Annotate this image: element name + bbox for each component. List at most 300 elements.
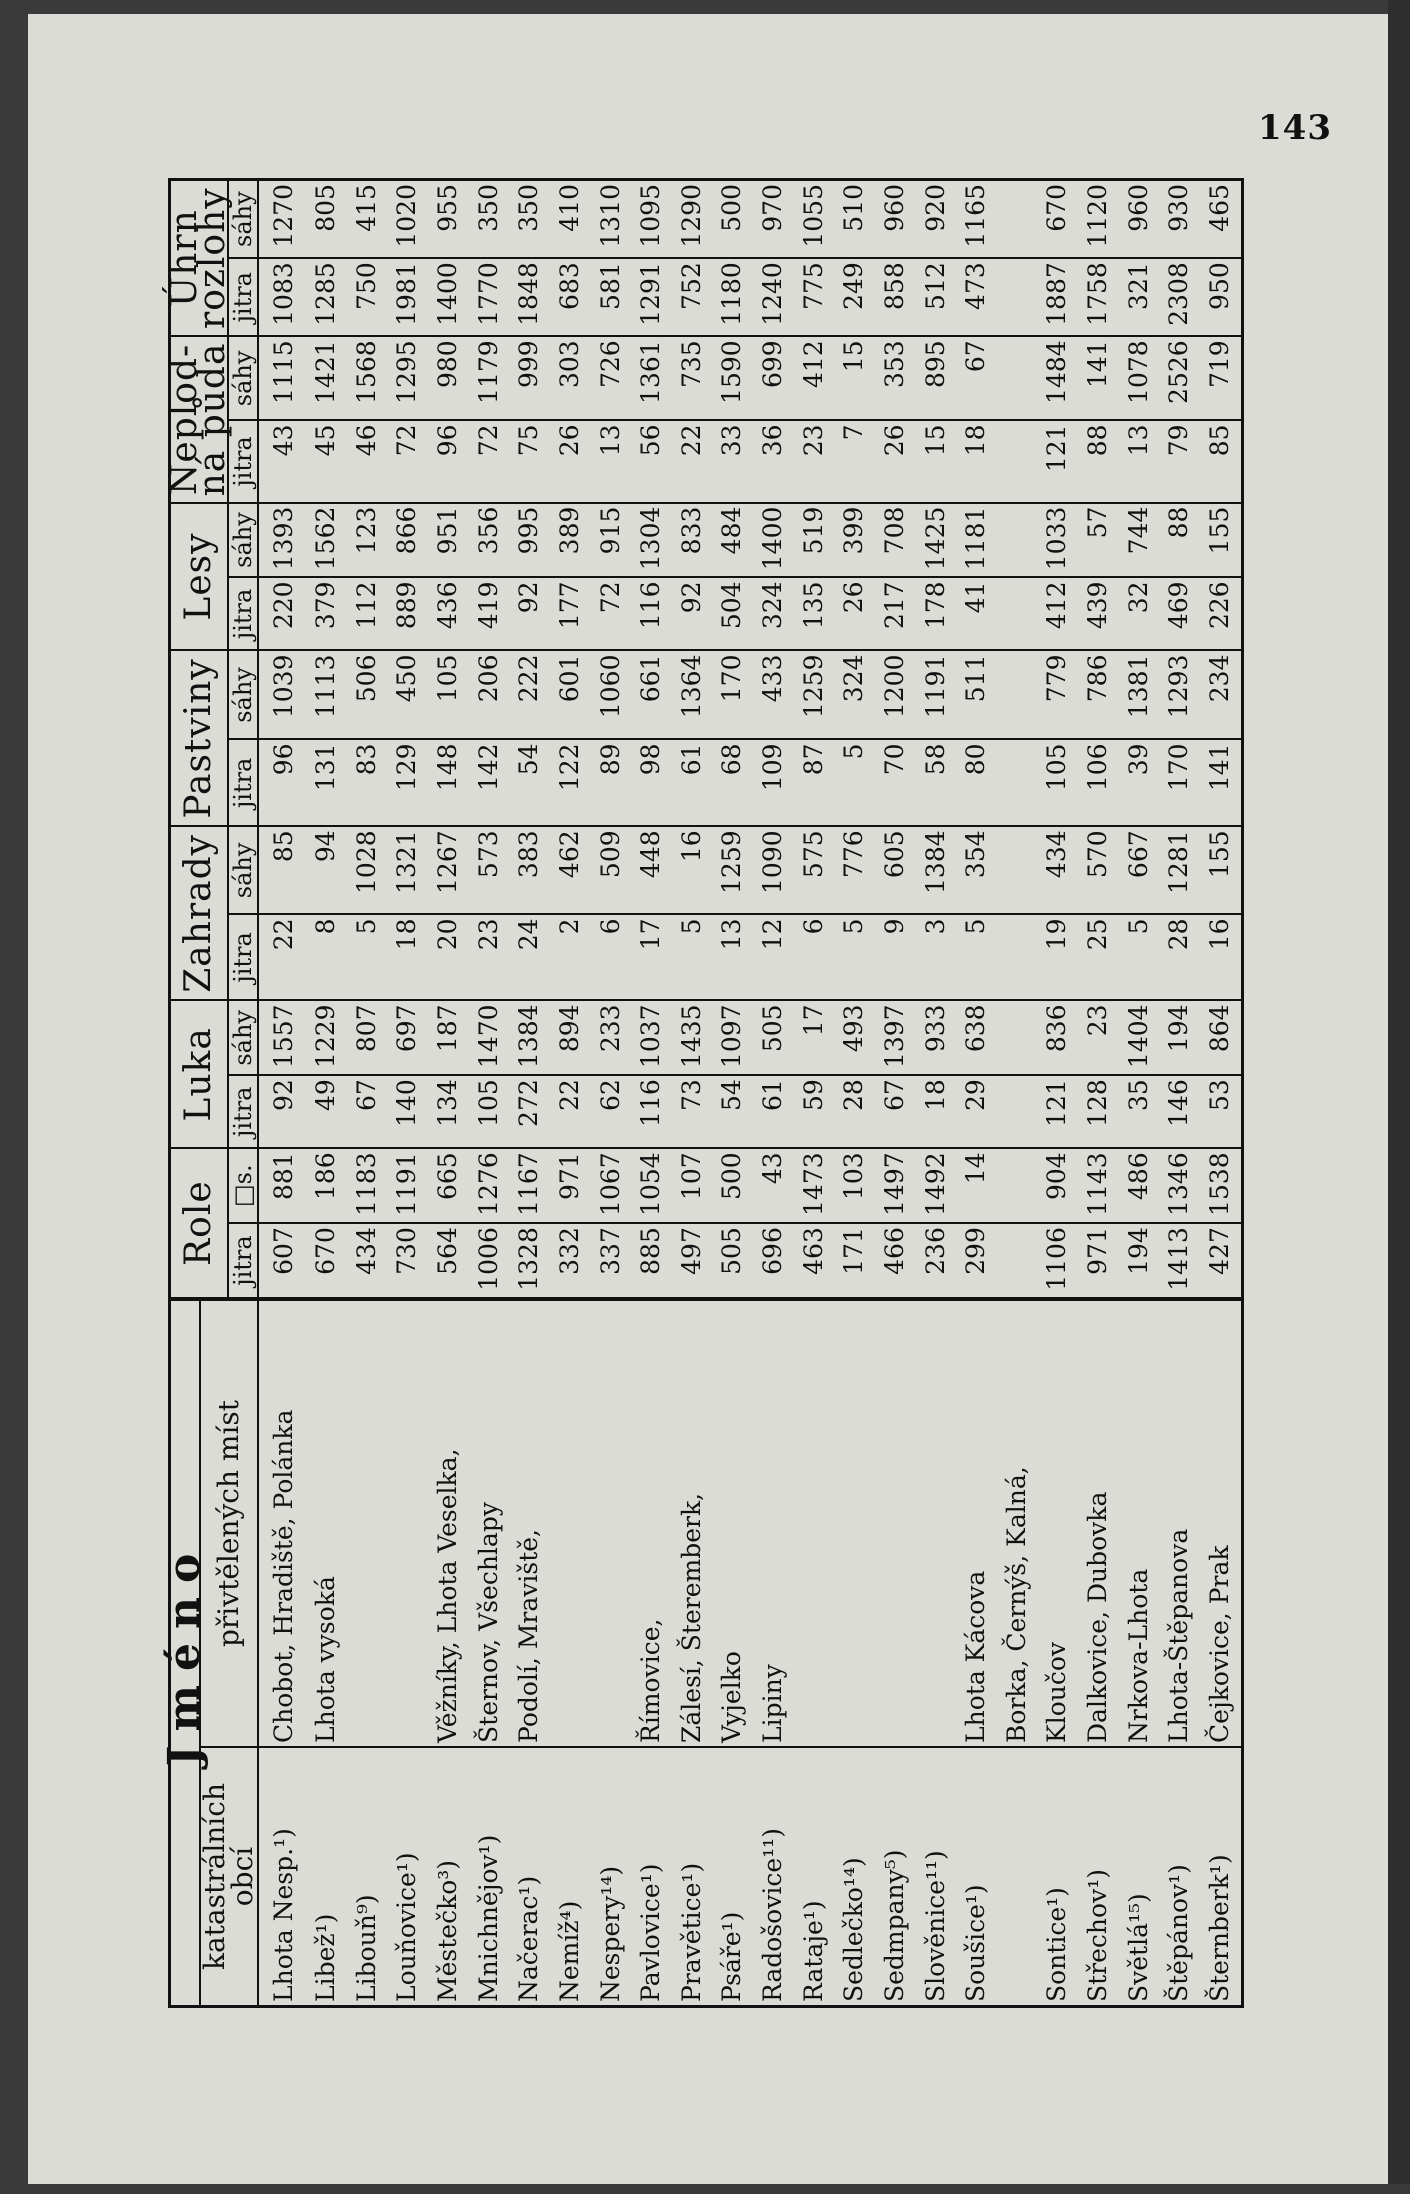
cell-value: 1590 xyxy=(712,336,753,420)
cell-value: 116 xyxy=(631,1075,672,1148)
cell-value: 1497 xyxy=(875,1148,916,1223)
table-row xyxy=(631,180,672,2007)
header-group-neplodna: Neplod-ná půda xyxy=(170,336,229,502)
table-row xyxy=(793,180,834,2007)
cell-value xyxy=(997,651,1038,740)
cell-value xyxy=(997,1223,1038,1299)
cell-value: 194 xyxy=(1118,1223,1159,1299)
cell-value: 7 xyxy=(834,420,875,502)
cell-value: 1400 xyxy=(428,258,469,336)
cell-value: 142 xyxy=(468,739,509,826)
cell-value: 427 xyxy=(1200,1223,1243,1299)
cell-value: 356 xyxy=(468,503,509,578)
cell-value: 194 xyxy=(1159,1000,1200,1075)
cell-value: 807 xyxy=(347,1000,388,1075)
cell-privtelena-mista xyxy=(875,1299,916,1747)
header-group-lesy: Lesy xyxy=(170,503,229,651)
scan-border-left xyxy=(0,0,28,2194)
cell-value: 1384 xyxy=(915,826,956,914)
cell-value: 1115 xyxy=(258,336,306,420)
cell-value: 36 xyxy=(753,420,794,502)
table-row xyxy=(468,180,509,2007)
cell-value: 96 xyxy=(428,420,469,502)
table-row xyxy=(997,180,1038,2007)
cell-value: 13 xyxy=(590,420,631,502)
cell-value: 1165 xyxy=(956,180,997,259)
cell-value: 1361 xyxy=(631,336,672,420)
header-group-uhrn: Úhrn rozlohy xyxy=(170,180,229,337)
cell-katastralni-obec: Nemíž⁴) xyxy=(550,1747,591,2007)
cell-value: 187 xyxy=(428,1000,469,1075)
cell-value: 68 xyxy=(712,739,753,826)
cell-value: 512 xyxy=(915,258,956,336)
sub-lesy-sahy: sáhy xyxy=(228,503,258,578)
cell-value: 170 xyxy=(712,651,753,740)
cell-value: 1083 xyxy=(258,258,306,336)
cell-value: 1304 xyxy=(631,503,672,578)
cell-value: 5 xyxy=(672,914,713,1000)
cell-value xyxy=(997,577,1038,650)
cell-katastralni-obec: Sedlečko¹⁴) xyxy=(834,1747,875,2007)
cell-value: 1758 xyxy=(1078,258,1119,336)
cell-value: 752 xyxy=(672,258,713,336)
cell-value: 493 xyxy=(834,1000,875,1075)
cell-value: 1421 xyxy=(306,336,347,420)
scan-border-right xyxy=(1388,0,1410,2194)
cell-value: 12 xyxy=(753,914,794,1000)
cell-value: 5 xyxy=(1118,914,1159,1000)
cell-value: 32 xyxy=(1118,577,1159,650)
cell-value: 217 xyxy=(875,577,916,650)
cell-value: 15 xyxy=(834,336,875,420)
cell-value: 53 xyxy=(1200,1075,1243,1148)
cell-value: 206 xyxy=(468,651,509,740)
cell-value: 864 xyxy=(1200,1000,1243,1075)
cell-value: 5 xyxy=(834,739,875,826)
cell-value: 1183 xyxy=(347,1148,388,1223)
cell-privtelena-mista: Chobot, Hradiště, Polánka xyxy=(258,1299,306,1747)
cell-value: 980 xyxy=(428,336,469,420)
cell-value: 833 xyxy=(672,503,713,578)
cell-value: 670 xyxy=(306,1223,347,1299)
cell-value: 54 xyxy=(712,1075,753,1148)
cell-value: 70 xyxy=(875,739,916,826)
cell-value: 220 xyxy=(258,577,306,650)
cell-value: 272 xyxy=(509,1075,550,1148)
cell-value: 41 xyxy=(956,577,997,650)
cell-value: 73 xyxy=(672,1075,713,1148)
cell-value xyxy=(997,503,1038,578)
table-header xyxy=(159,180,259,2007)
cell-value: 1293 xyxy=(1159,651,1200,740)
cell-value: 25 xyxy=(1078,914,1119,1000)
cell-value: 321 xyxy=(1118,258,1159,336)
table-row xyxy=(1118,180,1159,2007)
cell-value: 895 xyxy=(915,336,956,420)
cell-privtelena-mista: Lhota Kácova xyxy=(956,1299,997,1747)
cell-katastralni-obec: Radošovice¹¹) xyxy=(753,1747,794,2007)
cell-value: 1381 xyxy=(1118,651,1159,740)
cell-value: 971 xyxy=(550,1148,591,1223)
table-row xyxy=(753,180,794,2007)
header-pritelenych-mist: přivtělených míst xyxy=(200,1299,258,1747)
cell-value: 16 xyxy=(1200,914,1243,1000)
cell-privtelena-mista: Lipiny xyxy=(753,1299,794,1747)
table-row xyxy=(1159,180,1200,2007)
cell-value: 970 xyxy=(753,180,794,259)
cell-value: 866 xyxy=(387,503,428,578)
cell-value: 155 xyxy=(1200,503,1243,578)
cell-value xyxy=(997,826,1038,914)
cell-value: 661 xyxy=(631,651,672,740)
cell-value: 106 xyxy=(1078,739,1119,826)
sub-uhrn-sahy: sáhy xyxy=(228,180,258,259)
header-group-pastviny: Pastviny xyxy=(170,651,229,827)
cell-value: 1562 xyxy=(306,503,347,578)
cell-value xyxy=(997,420,1038,502)
cell-value: 1090 xyxy=(753,826,794,914)
table-row xyxy=(1200,180,1243,2007)
cell-value: 881 xyxy=(258,1148,306,1223)
cell-katastralni-obec: Načerac¹) xyxy=(509,1747,550,2007)
cell-value xyxy=(997,1148,1038,1223)
cell-value: 1028 xyxy=(347,826,388,914)
cell-value: 1425 xyxy=(915,503,956,578)
cell-value: 995 xyxy=(509,503,550,578)
table-row xyxy=(590,180,631,2007)
cell-value: 1143 xyxy=(1078,1148,1119,1223)
cell-value: 505 xyxy=(712,1223,753,1299)
cell-value: 9 xyxy=(875,914,916,1000)
cell-value: 473 xyxy=(956,258,997,336)
cell-value: 5 xyxy=(956,914,997,1000)
cell-value: 775 xyxy=(793,258,834,336)
cell-value: 730 xyxy=(387,1223,428,1299)
cell-value: 744 xyxy=(1118,503,1159,578)
cell-privtelena-mista: Podolí, Mraviště, xyxy=(509,1299,550,1747)
cell-value: 575 xyxy=(793,826,834,914)
cell-value: 920 xyxy=(915,180,956,259)
cell-value: 121 xyxy=(1037,420,1078,502)
cell-value: 415 xyxy=(347,180,388,259)
table-row xyxy=(306,180,347,2007)
cell-value: 465 xyxy=(1200,180,1243,259)
cell-value: 75 xyxy=(509,420,550,502)
cell-value: 971 xyxy=(1078,1223,1119,1299)
cell-value: 226 xyxy=(1200,577,1243,650)
cell-value: 43 xyxy=(258,420,306,502)
cell-value: 581 xyxy=(590,258,631,336)
cell-value: 1229 xyxy=(306,1000,347,1075)
cell-value: 933 xyxy=(915,1000,956,1075)
cell-value: 776 xyxy=(834,826,875,914)
cell-value: 450 xyxy=(387,651,428,740)
cell-value: 17 xyxy=(631,914,672,1000)
cell-value: 1538 xyxy=(1200,1148,1243,1223)
cell-value: 22 xyxy=(672,420,713,502)
cell-value: 573 xyxy=(468,826,509,914)
cell-value: 412 xyxy=(793,336,834,420)
cell-value: 1484 xyxy=(1037,336,1078,420)
cell-value: 234 xyxy=(1200,651,1243,740)
cell-value: 324 xyxy=(834,651,875,740)
cell-value: 222 xyxy=(509,651,550,740)
cell-value: 412 xyxy=(1037,577,1078,650)
cell-value: 28 xyxy=(1159,914,1200,1000)
cell-value: 1281 xyxy=(1159,826,1200,914)
cell-value: 894 xyxy=(550,1000,591,1075)
cell-value: 67 xyxy=(347,1075,388,1148)
cell-value: 1259 xyxy=(793,651,834,740)
cell-value: 332 xyxy=(550,1223,591,1299)
cell-value: 1321 xyxy=(387,826,428,914)
cell-value: 22 xyxy=(258,914,306,1000)
cell-value: 24 xyxy=(509,914,550,1000)
sub-neplodna-jitra: jitra xyxy=(228,420,258,502)
cell-value: 1039 xyxy=(258,651,306,740)
cell-value: 1492 xyxy=(915,1148,956,1223)
cell-value: 170 xyxy=(1159,739,1200,826)
cell-value: 1285 xyxy=(306,258,347,336)
cell-value: 2526 xyxy=(1159,336,1200,420)
cell-value: 350 xyxy=(509,180,550,259)
header-group-luka: Luka xyxy=(170,1000,229,1148)
cell-katastralni-obec: Světlá¹⁵) xyxy=(1118,1747,1159,2007)
cell-value: 1006 xyxy=(468,1223,509,1299)
cell-value: 88 xyxy=(1159,503,1200,578)
cell-value xyxy=(997,739,1038,826)
table-row xyxy=(387,180,428,2007)
cell-value: 1397 xyxy=(875,1000,916,1075)
cell-value: 186 xyxy=(306,1148,347,1223)
cell-value: 699 xyxy=(753,336,794,420)
cell-katastralni-obec: Pavlovice¹) xyxy=(631,1747,672,2007)
table-row xyxy=(956,180,997,2007)
cell-value: 1270 xyxy=(258,180,306,259)
cell-value: 1291 xyxy=(631,258,672,336)
cell-privtelena-mista: Čejkovice, Prak xyxy=(1200,1299,1243,1747)
cell-katastralni-obec: Lhota Nesp.¹) xyxy=(258,1747,306,2007)
table-row xyxy=(915,180,956,2007)
cell-value: 8 xyxy=(306,914,347,1000)
cell-value: 1097 xyxy=(712,1000,753,1075)
cell-privtelena-mista: Zálesí, Šteremberk, xyxy=(672,1299,713,1747)
cell-value: 1413 xyxy=(1159,1223,1200,1299)
cell-value: 683 xyxy=(550,258,591,336)
cell-value: 98 xyxy=(631,739,672,826)
cell-katastralni-obec: Libouň⁹) xyxy=(347,1747,388,2007)
cell-value: 15 xyxy=(915,420,956,502)
cell-value: 1179 xyxy=(468,336,509,420)
cell-value: 469 xyxy=(1159,577,1200,650)
cell-value: 1887 xyxy=(1037,258,1078,336)
cell-value: 109 xyxy=(753,739,794,826)
cell-value: 1055 xyxy=(793,180,834,259)
cell-value: 708 xyxy=(875,503,916,578)
cell-value: 96 xyxy=(258,739,306,826)
cell-value: 1078 xyxy=(1118,336,1159,420)
cell-katastralni-obec: Pravětice¹) xyxy=(672,1747,713,2007)
cell-value: 171 xyxy=(834,1223,875,1299)
cell-value: 129 xyxy=(387,739,428,826)
cell-katastralni-obec: Štěpánov¹) xyxy=(1159,1747,1200,2007)
cell-value: 72 xyxy=(590,577,631,650)
cell-value: 786 xyxy=(1078,651,1119,740)
cell-value: 564 xyxy=(428,1223,469,1299)
cell-value: 94 xyxy=(306,826,347,914)
cell-value: 88 xyxy=(1078,420,1119,502)
cell-value: 463 xyxy=(793,1223,834,1299)
cell-value: 1240 xyxy=(753,258,794,336)
cell-value: 1267 xyxy=(428,826,469,914)
cell-value: 1037 xyxy=(631,1000,672,1075)
cell-value: 500 xyxy=(712,180,753,259)
cell-value: 696 xyxy=(753,1223,794,1299)
cell-value: 45 xyxy=(306,420,347,502)
cell-value: 249 xyxy=(834,258,875,336)
land-area-table xyxy=(159,178,1244,2008)
cell-value: 904 xyxy=(1037,1148,1078,1223)
cell-value: 1404 xyxy=(1118,1000,1159,1075)
sub-luka-sahy: sáhy xyxy=(228,1000,258,1075)
cell-value: 506 xyxy=(347,651,388,740)
cell-katastralni-obec: Sedmpany⁵) xyxy=(875,1747,916,2007)
cell-value: 33 xyxy=(712,420,753,502)
sub-lesy-jitra: jitra xyxy=(228,577,258,650)
header-group-role: Role xyxy=(170,1148,229,1299)
cell-value: 79 xyxy=(1159,420,1200,502)
cell-value: 497 xyxy=(672,1223,713,1299)
header-katastralnich-obci: katastrálních obcí xyxy=(200,1747,258,2007)
scan-border-top xyxy=(0,0,1410,14)
cell-value: 511 xyxy=(956,651,997,740)
cell-value: 1054 xyxy=(631,1148,672,1223)
cell-value: 607 xyxy=(258,1223,306,1299)
cell-value: 1393 xyxy=(258,503,306,578)
cell-value: 1180 xyxy=(712,258,753,336)
cell-value: 26 xyxy=(834,577,875,650)
sub-role-jitra: jitra xyxy=(228,1223,258,1299)
cell-privtelena-mista: Šternov, Všechlapy xyxy=(468,1299,509,1747)
cell-value: 72 xyxy=(387,420,428,502)
cell-value: 504 xyxy=(712,577,753,650)
cell-katastralni-obec: Sontice¹) xyxy=(1037,1747,1078,2007)
cell-value: 29 xyxy=(956,1075,997,1148)
cell-value: 16 xyxy=(672,826,713,914)
cell-value: 148 xyxy=(428,739,469,826)
cell-privtelena-mista: Lhota-Štěpanova xyxy=(1159,1299,1200,1747)
table-row xyxy=(712,180,753,2007)
cell-value: 354 xyxy=(956,826,997,914)
cell-value: 858 xyxy=(875,258,916,336)
table-row xyxy=(1037,180,1078,2007)
cell-value: 1020 xyxy=(387,180,428,259)
cell-privtelena-mista: Lhota vysoká xyxy=(306,1299,347,1747)
sub-zahrady-sahy: sáhy xyxy=(228,826,258,914)
cell-value: 178 xyxy=(915,577,956,650)
cell-value: 670 xyxy=(1037,180,1078,259)
cell-privtelena-mista: Nrkova-Lhota xyxy=(1118,1299,1159,1747)
cell-katastralni-obec xyxy=(997,1747,1038,2007)
cell-value: 103 xyxy=(834,1148,875,1223)
cell-katastralni-obec: Libež¹) xyxy=(306,1747,347,2007)
cell-value: 462 xyxy=(550,826,591,914)
cell-value: 726 xyxy=(590,336,631,420)
cell-value: 121 xyxy=(1037,1075,1078,1148)
cell-value: 18 xyxy=(915,1075,956,1148)
cell-value: 5 xyxy=(347,914,388,1000)
table-row xyxy=(672,180,713,2007)
cell-privtelena-mista: Římovice, xyxy=(631,1299,672,1747)
cell-value: 39 xyxy=(1118,739,1159,826)
sub-neplodna-sahy: sáhy xyxy=(228,336,258,420)
cell-value: 1770 xyxy=(468,258,509,336)
cell-value xyxy=(997,1000,1038,1075)
cell-value: 13 xyxy=(712,914,753,1000)
cell-katastralni-obec: Slověnice¹¹) xyxy=(915,1747,956,2007)
cell-value: 26 xyxy=(550,420,591,502)
sub-zahrady-jitra: jitra xyxy=(228,914,258,1000)
cell-value: 1981 xyxy=(387,258,428,336)
cell-value: 19 xyxy=(1037,914,1078,1000)
cell-value: 1106 xyxy=(1037,1223,1078,1299)
cell-value: 389 xyxy=(550,503,591,578)
cell-katastralni-obec: Šternberk¹) xyxy=(1200,1747,1243,2007)
cell-value: 177 xyxy=(550,577,591,650)
cell-value: 26 xyxy=(875,420,916,502)
cell-value: 1113 xyxy=(306,651,347,740)
cell-value: 3 xyxy=(915,914,956,1000)
sub-pastviny-jitra: jitra xyxy=(228,739,258,826)
table-body xyxy=(258,180,1243,2007)
cell-value: 836 xyxy=(1037,1000,1078,1075)
cell-value: 1095 xyxy=(631,180,672,259)
cell-value: 1060 xyxy=(590,651,631,740)
cell-value: 57 xyxy=(1078,503,1119,578)
page-number: 143 xyxy=(1258,108,1332,148)
cell-value: 105 xyxy=(1037,739,1078,826)
cell-privtelena-mista xyxy=(793,1299,834,1747)
cell-value: 1470 xyxy=(468,1000,509,1075)
cell-value: 324 xyxy=(753,577,794,650)
cell-value: 123 xyxy=(347,503,388,578)
header-group-zahrady: Zahrady xyxy=(170,826,229,1000)
cell-value: 92 xyxy=(672,577,713,650)
cell-value: 92 xyxy=(509,577,550,650)
cell-value: 410 xyxy=(550,180,591,259)
cell-value: 85 xyxy=(258,826,306,914)
cell-privtelena-mista xyxy=(834,1299,875,1747)
scan-border-bottom xyxy=(0,2184,1410,2194)
cell-privtelena-mista xyxy=(915,1299,956,1747)
cell-value: 383 xyxy=(509,826,550,914)
cell-value: 46 xyxy=(347,420,388,502)
cell-value: 23 xyxy=(468,914,509,1000)
cell-value: 131 xyxy=(306,739,347,826)
cell-value: 1568 xyxy=(347,336,388,420)
cell-value: 419 xyxy=(468,577,509,650)
cell-value: 1384 xyxy=(509,1000,550,1075)
cell-katastralni-obec: Soušice¹) xyxy=(956,1747,997,2007)
cell-value: 601 xyxy=(550,651,591,740)
cell-value: 141 xyxy=(1200,739,1243,826)
cell-value: 35 xyxy=(1118,1075,1159,1148)
cell-value: 433 xyxy=(753,651,794,740)
cell-value: 67 xyxy=(875,1075,916,1148)
cell-value: 1191 xyxy=(915,651,956,740)
table-row xyxy=(258,180,306,2007)
cell-value: 605 xyxy=(875,826,916,914)
